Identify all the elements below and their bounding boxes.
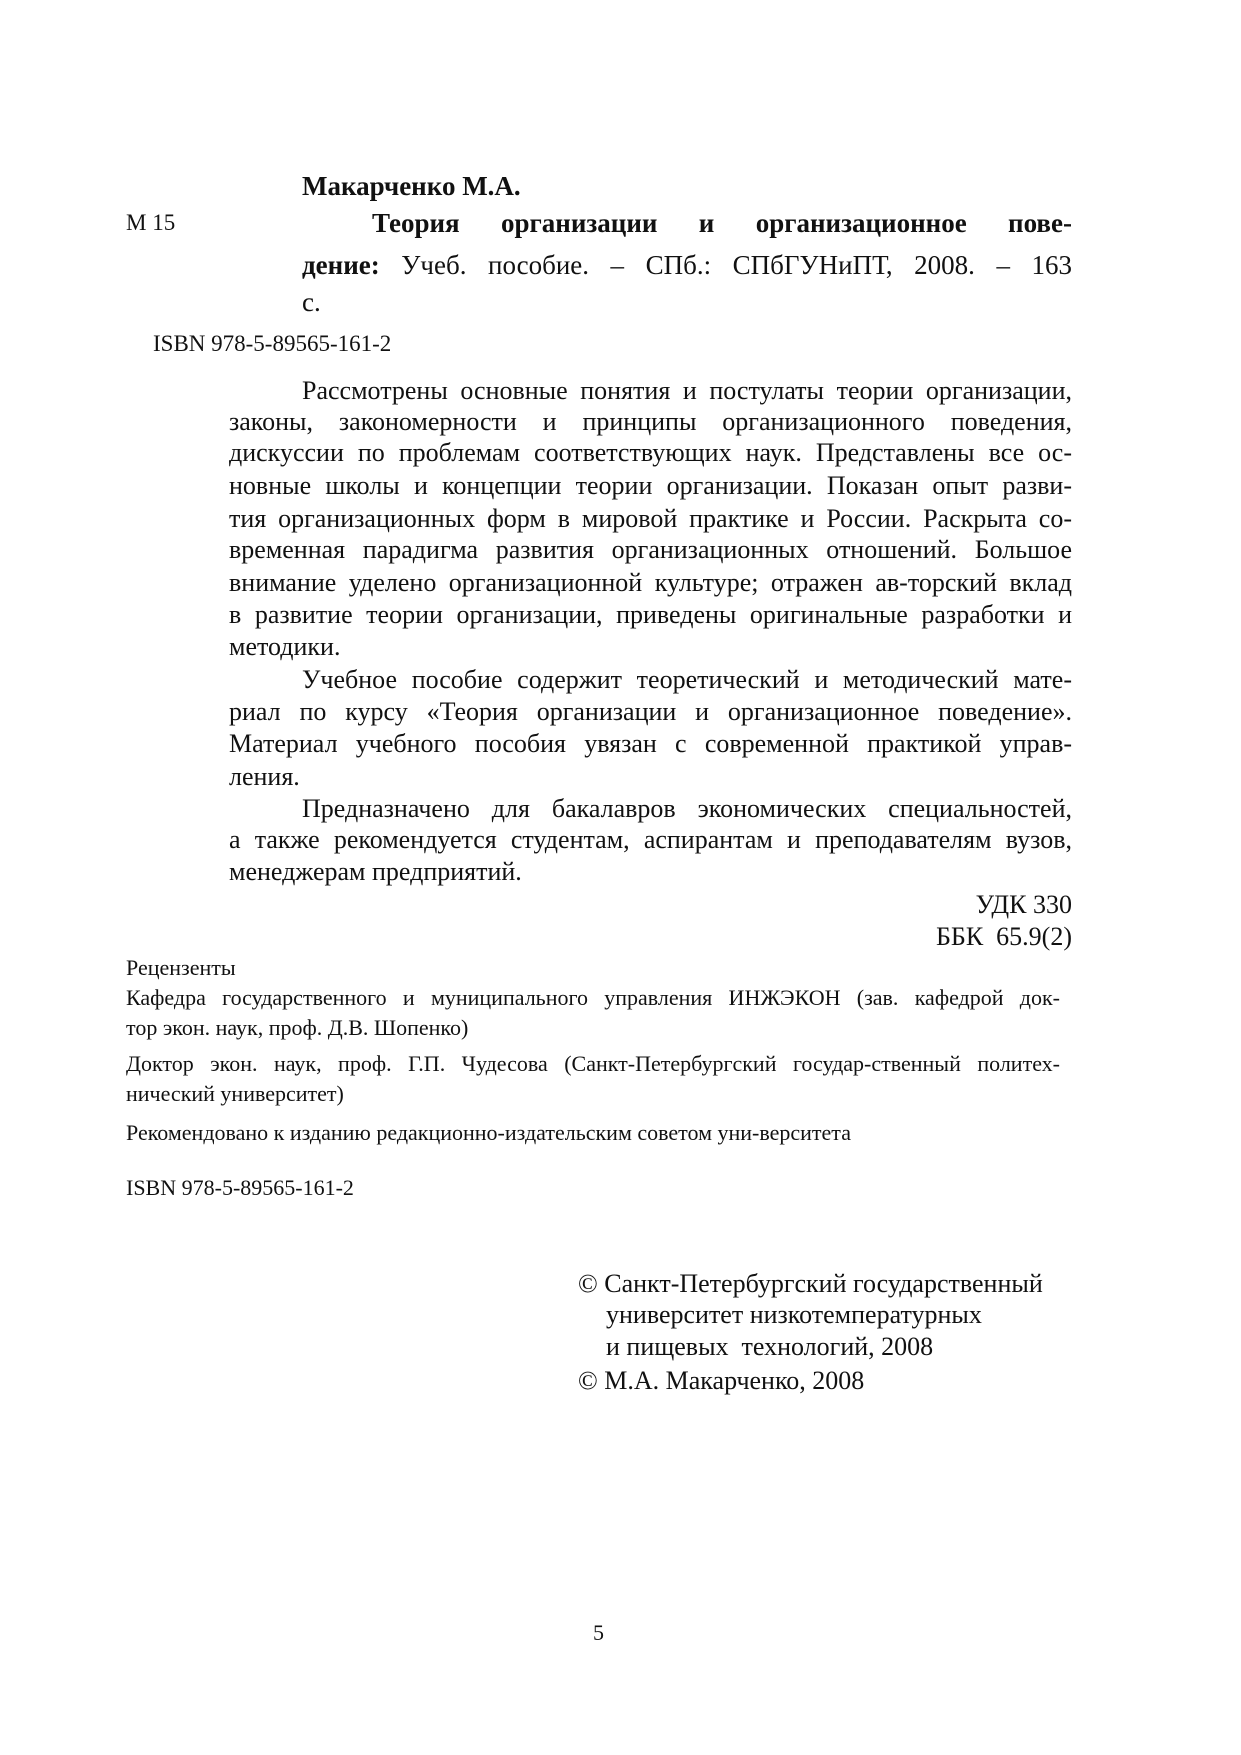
abstract-line: дискуссии по проблемам соответствующих наук. Представлены все ос- bbox=[229, 438, 1072, 467]
abstract-line: Учебное пособие содержит теоретический и методический мате- bbox=[302, 665, 1072, 694]
reviewers-heading: Рецензенты bbox=[126, 955, 236, 980]
abstract-line: ления. bbox=[229, 762, 300, 791]
reviewer-2-line-2: нический университет) bbox=[126, 1081, 344, 1106]
copyright-line-1: © Санкт-Петербургский государственный bbox=[578, 1269, 1043, 1298]
book-title-line-2 bbox=[302, 249, 1072, 281]
abstract-line: временная парадигма развития организационных отношений. Большое bbox=[229, 535, 1072, 564]
bbk: ББК 65.9(2) bbox=[935, 922, 1072, 951]
catalog-code: М 15 bbox=[126, 210, 176, 235]
reviewer-2-line-1: Доктор экон. наук, проф. Г.П. Чудесова (Санкт-Петербургский государ-ственный политех- bbox=[126, 1051, 1060, 1076]
abstract-line: риал по курсу «Теория организации и организационное поведение». bbox=[229, 697, 1072, 726]
copyright-line-3: и пищевых технологий, 2008 bbox=[606, 1332, 934, 1361]
isbn-bottom: ISBN 978-5-89565-161-2 bbox=[126, 1175, 354, 1200]
abstract-line: тия организационных форм в мировой практике и России. Раскрыта со- bbox=[229, 504, 1072, 533]
abstract-line: методики. bbox=[229, 632, 341, 661]
reviewer-1-line-1: Кафедра государственного и муниципального управления ИНЖЭКОН (зав. кафедрой док- bbox=[126, 985, 1060, 1010]
author: Макарченко М.А. bbox=[302, 171, 521, 201]
publication-info: Учеб. пособие. – СПб.: СПбГУНиПТ, 2008. – 163 bbox=[379, 250, 1072, 280]
pages-suffix: с. bbox=[302, 287, 321, 317]
abstract-line: Предназначено для бакалавров экономических специальностей, bbox=[302, 794, 1072, 823]
book-title-line-1: Теория организации и организационное пове- bbox=[372, 208, 1072, 238]
abstract-line: новные школы и концепции теории организации. Показан опыт разви- bbox=[229, 471, 1072, 500]
abstract-line: внимание уделено организационной культуре; отражен ав-торский вклад bbox=[229, 568, 1072, 597]
isbn-top: ISBN 978-5-89565-161-2 bbox=[153, 331, 392, 356]
page-number: 5 bbox=[593, 1620, 604, 1645]
udk: УДК 330 bbox=[975, 890, 1072, 919]
copyright-line-4: © М.А. Макарченко, 2008 bbox=[578, 1366, 865, 1395]
abstract-line: менеджерам предприятий. bbox=[229, 857, 522, 886]
abstract-line: в развитие теории организации, приведены оригинальные разработки и bbox=[229, 600, 1072, 629]
abstract-line: а также рекомендуется студентам, аспирантам и преподавателям вузов, bbox=[229, 825, 1072, 854]
recommended-note: Рекомендовано к изданию редакционно-издательским советом уни-верситета bbox=[126, 1120, 851, 1145]
abstract-line: Рассмотрены основные понятия и постулаты теории организации, bbox=[302, 376, 1072, 405]
book-title-end: дение: bbox=[302, 250, 380, 280]
abstract-line: законы, закономерности и принципы организационного поведения, bbox=[229, 407, 1072, 436]
abstract-line: Материал учебного пособия увязан с современной практикой управ- bbox=[229, 729, 1072, 758]
reviewer-1-line-2: тор экон. наук, проф. Д.В. Шопенко) bbox=[126, 1015, 469, 1040]
copyright-line-2: университет низкотемпературных bbox=[606, 1300, 982, 1329]
